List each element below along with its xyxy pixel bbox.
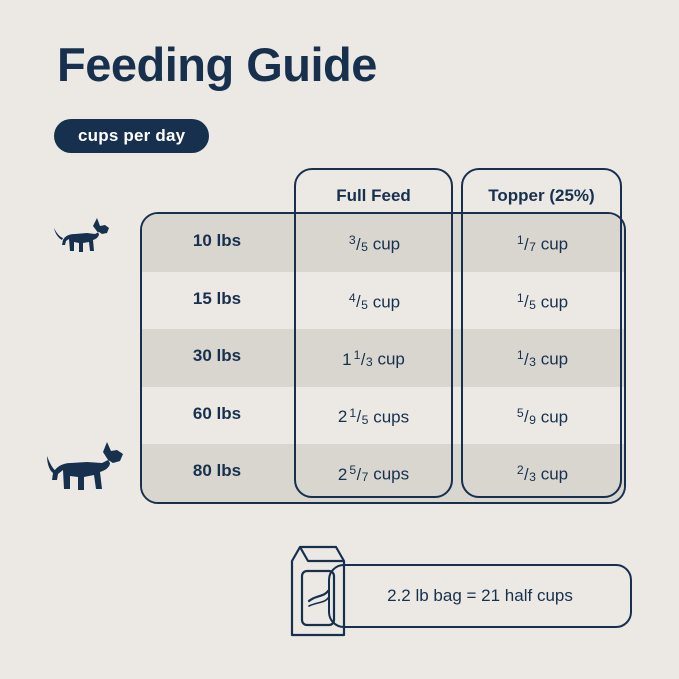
cell-full-feed: 1 $^1/_3$ cup xyxy=(342,348,405,370)
cell-weight: 10 lbs xyxy=(192,231,242,250)
cell-full-feed: 2 $^1/_5$ cups xyxy=(337,405,410,427)
subtitle-pill-label: cups per day xyxy=(78,126,186,145)
column-header-full-feed-label: Full Feed xyxy=(336,186,411,205)
cell-topper: $^2/_3$ cup xyxy=(516,463,569,485)
cell-topper: $^1/_5$ cup xyxy=(516,290,569,312)
bag-note-text: 2.2 lb bag = 21 half cups xyxy=(387,586,573,605)
subtitle-pill xyxy=(54,119,209,153)
cell-weight: 60 lbs xyxy=(192,403,242,423)
cell-topper: $^1/_7$ cup xyxy=(516,233,569,254)
cell-weight: 80 lbs xyxy=(192,461,242,481)
cell-full-feed: $^3/_5$ cup xyxy=(348,233,401,254)
column-header-topper-label: Topper (25%) xyxy=(488,186,595,205)
feeding-table xyxy=(140,168,635,504)
page-title: Feeding Guide xyxy=(57,38,377,91)
dog-size-illustration xyxy=(45,210,130,520)
cell-full-feed: $^4/_5$ cup xyxy=(348,290,401,312)
cell-weight: 30 lbs xyxy=(192,346,242,366)
column-header-full-feed xyxy=(294,168,453,498)
cell-weight: 15 lbs xyxy=(192,288,242,308)
bag-note-box xyxy=(328,564,632,628)
cell-topper: $^5/_9$ cup xyxy=(516,405,569,427)
large-dog-icon xyxy=(47,442,125,502)
small-dog-icon xyxy=(53,218,111,264)
column-header-topper xyxy=(461,168,622,498)
cell-full-feed: 2 $^5/_7$ cups xyxy=(337,463,410,485)
cell-topper: $^1/_3$ cup xyxy=(516,348,569,370)
